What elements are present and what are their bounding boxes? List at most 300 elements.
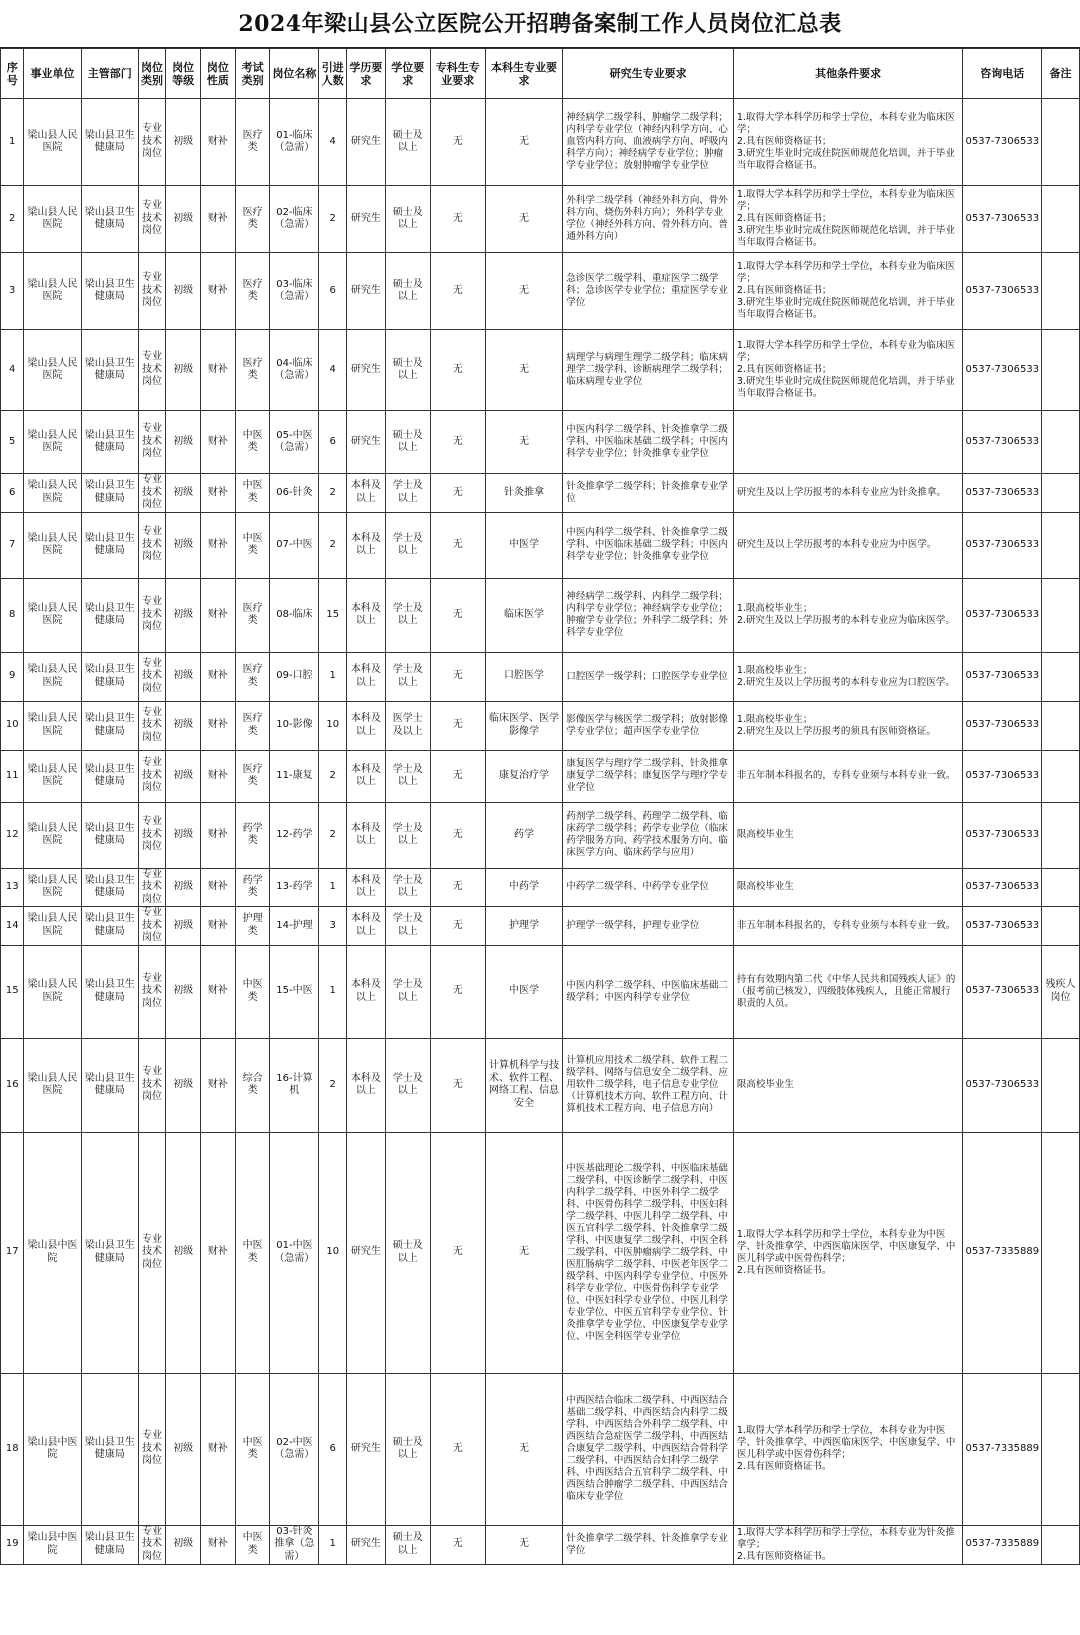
row-number: 8 bbox=[1, 578, 24, 652]
level-cell: 初级 bbox=[166, 512, 201, 578]
other-requirements-cell: 研究生及以上学历报考的本科专业应为针灸推拿。 bbox=[733, 474, 963, 513]
headcount-cell: 6 bbox=[319, 411, 347, 474]
junior-college-major-cell: 无 bbox=[430, 1132, 485, 1373]
category-cell: 专业技术岗位 bbox=[138, 1525, 166, 1564]
phone-cell: 0537-7335889 bbox=[963, 1132, 1042, 1373]
note-cell bbox=[1042, 652, 1080, 701]
phone-cell: 0537-7306533 bbox=[963, 802, 1042, 868]
headcount-cell: 1 bbox=[319, 652, 347, 701]
education-cell: 本科及以上 bbox=[346, 907, 385, 946]
unit-cell: 梁山县人民医院 bbox=[24, 945, 81, 1038]
degree-cell: 学士及以上 bbox=[385, 750, 430, 802]
phone-cell: 0537-7306533 bbox=[963, 578, 1042, 652]
row-number: 9 bbox=[1, 652, 24, 701]
department-cell: 梁山县卫生健康局 bbox=[81, 578, 138, 652]
department-cell: 梁山县卫生健康局 bbox=[81, 945, 138, 1038]
phone-cell: 0537-7335889 bbox=[963, 1525, 1042, 1564]
headcount-cell: 1 bbox=[319, 1525, 347, 1564]
education-cell: 研究生 bbox=[346, 99, 385, 186]
department-cell: 梁山县卫生健康局 bbox=[81, 99, 138, 186]
note-cell bbox=[1042, 701, 1080, 750]
bachelor-major-cell: 无 bbox=[485, 1132, 563, 1373]
note-cell bbox=[1042, 474, 1080, 513]
nature-cell: 财补 bbox=[201, 1132, 236, 1373]
graduate-major-cell: 康复医学与理疗学二级学科、针灸推拿康复学二级学科；康复医学与理疗学专业学位 bbox=[563, 750, 733, 802]
exam-type-cell: 医疗类 bbox=[235, 330, 270, 411]
phone-cell: 0537-7306533 bbox=[963, 474, 1042, 513]
education-cell: 研究生 bbox=[346, 1132, 385, 1373]
degree-cell: 硕士及以上 bbox=[385, 186, 430, 253]
nature-cell: 财补 bbox=[201, 802, 236, 868]
bachelor-major-cell: 临床医学 bbox=[485, 578, 563, 652]
phone-cell: 0537-7306533 bbox=[963, 945, 1042, 1038]
table-row bbox=[1, 802, 1080, 868]
nature-cell: 财补 bbox=[201, 99, 236, 186]
graduate-major-cell: 中医内科学二级学科、中医临床基础二级学科；中医内科学专业学位 bbox=[563, 945, 733, 1038]
junior-college-major-cell: 无 bbox=[430, 186, 485, 253]
unit-cell: 梁山县人民医院 bbox=[24, 701, 81, 750]
nature-cell: 财补 bbox=[201, 578, 236, 652]
junior-college-major-cell: 无 bbox=[430, 1525, 485, 1564]
table-row bbox=[1, 578, 1080, 652]
department-cell: 梁山县卫生健康局 bbox=[81, 652, 138, 701]
junior-college-major-cell: 无 bbox=[430, 945, 485, 1038]
other-requirements-cell bbox=[733, 411, 963, 474]
exam-type-cell: 医疗类 bbox=[235, 578, 270, 652]
table-row bbox=[1, 253, 1080, 330]
degree-cell: 学士及以上 bbox=[385, 802, 430, 868]
note-cell bbox=[1042, 99, 1080, 186]
row-number: 2 bbox=[1, 186, 24, 253]
headcount-cell: 10 bbox=[319, 701, 347, 750]
note-cell bbox=[1042, 907, 1080, 946]
category-cell: 专业技术岗位 bbox=[138, 512, 166, 578]
junior-college-major-cell: 无 bbox=[430, 99, 485, 186]
category-cell: 专业技术岗位 bbox=[138, 945, 166, 1038]
category-cell: 专业技术岗位 bbox=[138, 1373, 166, 1525]
exam-type-cell: 综合类 bbox=[235, 1038, 270, 1132]
document-title: 2024年梁山县公立医院公开招聘备案制工作人员岗位汇总表 bbox=[0, 0, 1080, 48]
category-cell: 专业技术岗位 bbox=[138, 253, 166, 330]
position-name-cell: 01-临床（急需） bbox=[270, 99, 319, 186]
department-cell: 梁山县卫生健康局 bbox=[81, 701, 138, 750]
category-cell: 专业技术岗位 bbox=[138, 1132, 166, 1373]
level-cell: 初级 bbox=[166, 1132, 201, 1373]
phone-cell: 0537-7306533 bbox=[963, 512, 1042, 578]
exam-type-cell: 药学类 bbox=[235, 802, 270, 868]
unit-cell: 梁山县中医院 bbox=[24, 1525, 81, 1564]
education-cell: 本科及以上 bbox=[346, 1038, 385, 1132]
degree-cell: 硕士及以上 bbox=[385, 1373, 430, 1525]
bachelor-major-cell: 护理学 bbox=[485, 907, 563, 946]
column-header-name: 岗位名称 bbox=[270, 49, 319, 99]
nature-cell: 财补 bbox=[201, 1525, 236, 1564]
exam-type-cell: 药学类 bbox=[235, 868, 270, 907]
exam-type-cell: 中医类 bbox=[235, 1373, 270, 1525]
table-row bbox=[1, 411, 1080, 474]
table-row bbox=[1, 99, 1080, 186]
department-cell: 梁山县卫生健康局 bbox=[81, 1132, 138, 1373]
row-number: 13 bbox=[1, 868, 24, 907]
department-cell: 梁山县卫生健康局 bbox=[81, 868, 138, 907]
graduate-major-cell: 急诊医学二级学科、重症医学二级学科；急诊医学专业学位；重症医学专业学位 bbox=[563, 253, 733, 330]
degree-cell: 硕士及以上 bbox=[385, 411, 430, 474]
degree-cell: 硕士及以上 bbox=[385, 1132, 430, 1373]
level-cell: 初级 bbox=[166, 99, 201, 186]
education-cell: 研究生 bbox=[346, 253, 385, 330]
note-cell bbox=[1042, 186, 1080, 253]
headcount-cell: 4 bbox=[319, 99, 347, 186]
unit-cell: 梁山县人民医院 bbox=[24, 330, 81, 411]
department-cell: 梁山县卫生健康局 bbox=[81, 330, 138, 411]
department-cell: 梁山县卫生健康局 bbox=[81, 1038, 138, 1132]
degree-cell: 学士及以上 bbox=[385, 512, 430, 578]
level-cell: 初级 bbox=[166, 578, 201, 652]
nature-cell: 财补 bbox=[201, 652, 236, 701]
row-number: 6 bbox=[1, 474, 24, 513]
phone-cell: 0537-7306533 bbox=[963, 186, 1042, 253]
headcount-cell: 1 bbox=[319, 945, 347, 1038]
table-header-row bbox=[1, 49, 1080, 99]
nature-cell: 财补 bbox=[201, 701, 236, 750]
junior-college-major-cell: 无 bbox=[430, 750, 485, 802]
headcount-cell: 2 bbox=[319, 750, 347, 802]
category-cell: 专业技术岗位 bbox=[138, 802, 166, 868]
headcount-cell: 2 bbox=[319, 802, 347, 868]
note-cell bbox=[1042, 330, 1080, 411]
graduate-major-cell: 药剂学二级学科、药理学二级学科、临床药学二级学科；药学专业学位（临床药学服务方向、药学技术服务方向、临床医学方向、临床药学与应用） bbox=[563, 802, 733, 868]
column-header-degree: 学位要求 bbox=[385, 49, 430, 99]
category-cell: 专业技术岗位 bbox=[138, 701, 166, 750]
phone-cell: 0537-7306533 bbox=[963, 330, 1042, 411]
exam-type-cell: 医疗类 bbox=[235, 186, 270, 253]
table-row bbox=[1, 1373, 1080, 1525]
junior-college-major-cell: 无 bbox=[430, 512, 485, 578]
exam-type-cell: 护理类 bbox=[235, 907, 270, 946]
phone-cell: 0537-7306533 bbox=[963, 99, 1042, 186]
graduate-major-cell: 口腔医学一级学科；口腔医学专业学位 bbox=[563, 652, 733, 701]
nature-cell: 财补 bbox=[201, 474, 236, 513]
education-cell: 本科及以上 bbox=[346, 578, 385, 652]
department-cell: 梁山县卫生健康局 bbox=[81, 1525, 138, 1564]
degree-cell: 学士及以上 bbox=[385, 907, 430, 946]
phone-cell: 0537-7306533 bbox=[963, 411, 1042, 474]
position-name-cell: 13-药学 bbox=[270, 868, 319, 907]
department-cell: 梁山县卫生健康局 bbox=[81, 474, 138, 513]
phone-cell: 0537-7306533 bbox=[963, 701, 1042, 750]
junior-college-major-cell: 无 bbox=[430, 578, 485, 652]
unit-cell: 梁山县人民医院 bbox=[24, 1038, 81, 1132]
nature-cell: 财补 bbox=[201, 512, 236, 578]
other-requirements-cell: 1.取得大学本科学历和学士学位，本科专业为临床医学； 2.具有医师资格证书； 3.研究生毕业时完成住院医师规范化培训，并于毕业当年取得合格证书。 bbox=[733, 186, 963, 253]
department-cell: 梁山县卫生健康局 bbox=[81, 907, 138, 946]
headcount-cell: 10 bbox=[319, 1132, 347, 1373]
degree-cell: 学士及以上 bbox=[385, 868, 430, 907]
education-cell: 研究生 bbox=[346, 411, 385, 474]
other-requirements-cell: 1.取得大学本科学历和学士学位，本科专业为临床医学； 2.具有医师资格证书； 3.研究生毕业时完成住院医师规范化培训，并于毕业当年取得合格证书。 bbox=[733, 330, 963, 411]
unit-cell: 梁山县中医院 bbox=[24, 1132, 81, 1373]
table-row bbox=[1, 1525, 1080, 1564]
other-requirements-cell: 非五年制本科报名的，专科专业须与本科专业一致。 bbox=[733, 907, 963, 946]
junior-college-major-cell: 无 bbox=[430, 868, 485, 907]
education-cell: 本科及以上 bbox=[346, 802, 385, 868]
phone-cell: 0537-7306533 bbox=[963, 652, 1042, 701]
graduate-major-cell: 中医基础理论二级学科、中医临床基础二级学科、中医诊断学二级学科、中医内科学二级学科、中医外科学二级学科、中医骨伤科学二级学科、中医妇科学二级学科、中医儿科学二级学科、中医五官科学二级学科、针灸推拿学二级学科、中医康复学二级学科、中医全科二级学科、中医肿瘤病学二级学科、中医肛肠病学二级学科、中医老年医学二级学科、中医内科学专业学位、中医外科学专业学位、中医骨伤科学专业学位、中医妇科学专业学位、中医儿科学专业学位、中医五官科学专业学位、针灸推拿学专业学位、中医康复学专业学位、中医全科医学专业学位 bbox=[563, 1132, 733, 1373]
other-requirements-cell: 限高校毕业生 bbox=[733, 1038, 963, 1132]
column-header-phone: 咨询电话 bbox=[963, 49, 1042, 99]
junior-college-major-cell: 无 bbox=[430, 253, 485, 330]
note-cell bbox=[1042, 1373, 1080, 1525]
table-row bbox=[1, 1132, 1080, 1373]
column-header-edu: 学历要求 bbox=[346, 49, 385, 99]
nature-cell: 财补 bbox=[201, 1373, 236, 1525]
bachelor-major-cell: 无 bbox=[485, 99, 563, 186]
position-name-cell: 12-药学 bbox=[270, 802, 319, 868]
position-name-cell: 05-中医（急需） bbox=[270, 411, 319, 474]
education-cell: 研究生 bbox=[346, 186, 385, 253]
degree-cell: 硕士及以上 bbox=[385, 1525, 430, 1564]
education-cell: 研究生 bbox=[346, 1373, 385, 1525]
note-cell bbox=[1042, 1038, 1080, 1132]
bachelor-major-cell: 无 bbox=[485, 1373, 563, 1525]
row-number: 1 bbox=[1, 99, 24, 186]
unit-cell: 梁山县人民医院 bbox=[24, 474, 81, 513]
graduate-major-cell: 针灸推拿学二级学科；针灸推拿专业学位 bbox=[563, 474, 733, 513]
unit-cell: 梁山县人民医院 bbox=[24, 652, 81, 701]
bachelor-major-cell: 无 bbox=[485, 1525, 563, 1564]
education-cell: 本科及以上 bbox=[346, 701, 385, 750]
bachelor-major-cell: 无 bbox=[485, 253, 563, 330]
headcount-cell: 2 bbox=[319, 474, 347, 513]
unit-cell: 梁山县人民医院 bbox=[24, 578, 81, 652]
row-number: 18 bbox=[1, 1373, 24, 1525]
category-cell: 专业技术岗位 bbox=[138, 411, 166, 474]
bachelor-major-cell: 中药学 bbox=[485, 868, 563, 907]
education-cell: 本科及以上 bbox=[346, 474, 385, 513]
department-cell: 梁山县卫生健康局 bbox=[81, 1373, 138, 1525]
category-cell: 专业技术岗位 bbox=[138, 1038, 166, 1132]
category-cell: 专业技术岗位 bbox=[138, 907, 166, 946]
bachelor-major-cell: 无 bbox=[485, 330, 563, 411]
note-cell bbox=[1042, 512, 1080, 578]
column-header-other: 其他条件要求 bbox=[733, 49, 963, 99]
row-number: 10 bbox=[1, 701, 24, 750]
department-cell: 梁山县卫生健康局 bbox=[81, 411, 138, 474]
unit-cell: 梁山县人民医院 bbox=[24, 186, 81, 253]
bachelor-major-cell: 中医学 bbox=[485, 945, 563, 1038]
graduate-major-cell: 计算机应用技术二级学科、软件工程二级学科、网络与信息安全二级学科、应用软件二级学科，电子信息专业学位（计算机技术方向、软件工程方向、计算机技术工程方向、电子信息方向） bbox=[563, 1038, 733, 1132]
level-cell: 初级 bbox=[166, 750, 201, 802]
bachelor-major-cell: 临床医学、医学影像学 bbox=[485, 701, 563, 750]
bachelor-major-cell: 药学 bbox=[485, 802, 563, 868]
table-row bbox=[1, 330, 1080, 411]
graduate-major-cell: 中西医结合临床二级学科、中西医结合基础二级学科、中西医结合内科学二级学科、中西医结合外科学二级学科、中西医结合急症医学二级学科、中西医结合康复学二级学科、中西医结合骨科学二级学科、中西医结合妇科学二级学科、中西医结合五官科学二级学科、中西医结合肿瘤学二级学科、中西医结合临床专业学位 bbox=[563, 1373, 733, 1525]
department-cell: 梁山县卫生健康局 bbox=[81, 750, 138, 802]
level-cell: 初级 bbox=[166, 907, 201, 946]
column-header-bachelor: 本科生专业要求 bbox=[485, 49, 563, 99]
phone-cell: 0537-7306533 bbox=[963, 907, 1042, 946]
category-cell: 专业技术岗位 bbox=[138, 330, 166, 411]
exam-type-cell: 医疗类 bbox=[235, 701, 270, 750]
column-header-dept: 主管部门 bbox=[81, 49, 138, 99]
junior-college-major-cell: 无 bbox=[430, 1038, 485, 1132]
row-number: 14 bbox=[1, 907, 24, 946]
position-name-cell: 14-护理 bbox=[270, 907, 319, 946]
category-cell: 专业技术岗位 bbox=[138, 186, 166, 253]
nature-cell: 财补 bbox=[201, 253, 236, 330]
row-number: 7 bbox=[1, 512, 24, 578]
bachelor-major-cell: 针灸推拿 bbox=[485, 474, 563, 513]
degree-cell: 医学士及以上 bbox=[385, 701, 430, 750]
row-number: 11 bbox=[1, 750, 24, 802]
table-row bbox=[1, 701, 1080, 750]
column-header-cat: 岗位类别 bbox=[138, 49, 166, 99]
unit-cell: 梁山县人民医院 bbox=[24, 512, 81, 578]
table-row bbox=[1, 652, 1080, 701]
other-requirements-cell: 1.限高校毕业生； 2.研究生及以上学历报考的本科专业应为临床医学。 bbox=[733, 578, 963, 652]
row-number: 3 bbox=[1, 253, 24, 330]
level-cell: 初级 bbox=[166, 945, 201, 1038]
education-cell: 本科及以上 bbox=[346, 750, 385, 802]
nature-cell: 财补 bbox=[201, 907, 236, 946]
department-cell: 梁山县卫生健康局 bbox=[81, 186, 138, 253]
note-cell bbox=[1042, 578, 1080, 652]
row-number: 4 bbox=[1, 330, 24, 411]
note-cell bbox=[1042, 750, 1080, 802]
graduate-major-cell: 外科学二级学科（神经外科方向、骨外科方向、烧伤外科方向）；外科学专业学位（神经外科方向、骨外科方向、普通外科方向） bbox=[563, 186, 733, 253]
exam-type-cell: 中医类 bbox=[235, 945, 270, 1038]
graduate-major-cell: 影像医学与核医学二级学科；放射影像学专业学位；超声医学专业学位 bbox=[563, 701, 733, 750]
row-number: 15 bbox=[1, 945, 24, 1038]
note-cell bbox=[1042, 411, 1080, 474]
position-name-cell: 07-中医 bbox=[270, 512, 319, 578]
category-cell: 专业技术岗位 bbox=[138, 578, 166, 652]
level-cell: 初级 bbox=[166, 868, 201, 907]
category-cell: 专业技术岗位 bbox=[138, 474, 166, 513]
exam-type-cell: 中医类 bbox=[235, 512, 270, 578]
column-header-junior: 专科生专业要求 bbox=[430, 49, 485, 99]
level-cell: 初级 bbox=[166, 474, 201, 513]
note-cell bbox=[1042, 253, 1080, 330]
table-row bbox=[1, 907, 1080, 946]
other-requirements-cell: 限高校毕业生 bbox=[733, 868, 963, 907]
junior-college-major-cell: 无 bbox=[430, 701, 485, 750]
unit-cell: 梁山县人民医院 bbox=[24, 99, 81, 186]
position-name-cell: 03-临床（急需） bbox=[270, 253, 319, 330]
other-requirements-cell: 1.限高校毕业生； 2.研究生及以上学历报考的须具有医师资格证。 bbox=[733, 701, 963, 750]
position-name-cell: 03-针灸推拿（急需） bbox=[270, 1525, 319, 1564]
degree-cell: 硕士及以上 bbox=[385, 253, 430, 330]
other-requirements-cell: 1.限高校毕业生； 2.研究生及以上学历报考的本科专业应为口腔医学。 bbox=[733, 652, 963, 701]
level-cell: 初级 bbox=[166, 253, 201, 330]
junior-college-major-cell: 无 bbox=[430, 1373, 485, 1525]
bachelor-major-cell: 康复治疗学 bbox=[485, 750, 563, 802]
headcount-cell: 2 bbox=[319, 1038, 347, 1132]
bachelor-major-cell: 无 bbox=[485, 186, 563, 253]
headcount-cell: 6 bbox=[319, 1373, 347, 1525]
department-cell: 梁山县卫生健康局 bbox=[81, 512, 138, 578]
headcount-cell: 2 bbox=[319, 512, 347, 578]
unit-cell: 梁山县人民医院 bbox=[24, 802, 81, 868]
graduate-major-cell: 病理学与病理生理学二级学科；临床病理学二级学科、诊断病理学二级学科；临床病理专业学位 bbox=[563, 330, 733, 411]
unit-cell: 梁山县人民医院 bbox=[24, 750, 81, 802]
bachelor-major-cell: 口腔医学 bbox=[485, 652, 563, 701]
position-name-cell: 09-口腔 bbox=[270, 652, 319, 701]
row-number: 16 bbox=[1, 1038, 24, 1132]
nature-cell: 财补 bbox=[201, 868, 236, 907]
graduate-major-cell: 神经病学二级学科、肿瘤学二级学科；内科学专业学位（神经内科学方向、心血管内科方向、血液病学方向、呼吸内科学方向）；神经病学专业学位；肿瘤学专业学位；放射肿瘤学专业学位 bbox=[563, 99, 733, 186]
degree-cell: 硕士及以上 bbox=[385, 330, 430, 411]
other-requirements-cell: 非五年制本科报名的，专科专业须与本科专业一致。 bbox=[733, 750, 963, 802]
level-cell: 初级 bbox=[166, 1373, 201, 1525]
column-header-exam: 考试类别 bbox=[235, 49, 270, 99]
category-cell: 专业技术岗位 bbox=[138, 99, 166, 186]
exam-type-cell: 中医类 bbox=[235, 1525, 270, 1564]
phone-cell: 0537-7306533 bbox=[963, 253, 1042, 330]
graduate-major-cell: 中医内科学二级学科、针灸推拿学二级学科、中医临床基础二级学科；中医内科学专业学位；针灸推拿专业学位 bbox=[563, 512, 733, 578]
level-cell: 初级 bbox=[166, 330, 201, 411]
headcount-cell: 1 bbox=[319, 868, 347, 907]
note-cell bbox=[1042, 802, 1080, 868]
note-cell bbox=[1042, 1525, 1080, 1564]
unit-cell: 梁山县人民医院 bbox=[24, 411, 81, 474]
table-row bbox=[1, 868, 1080, 907]
column-header-count: 引进人数 bbox=[319, 49, 347, 99]
department-cell: 梁山县卫生健康局 bbox=[81, 253, 138, 330]
row-number: 17 bbox=[1, 1132, 24, 1373]
table-row bbox=[1, 186, 1080, 253]
headcount-cell: 3 bbox=[319, 907, 347, 946]
other-requirements-cell: 研究生及以上学历报考的本科专业应为中医学。 bbox=[733, 512, 963, 578]
junior-college-major-cell: 无 bbox=[430, 907, 485, 946]
position-name-cell: 01-中医（急需） bbox=[270, 1132, 319, 1373]
junior-college-major-cell: 无 bbox=[430, 474, 485, 513]
column-header-no: 序号 bbox=[1, 49, 24, 99]
graduate-major-cell: 神经病学二级学科、内科学二级学科；内科学专业学位；神经病学专业学位；肿瘤学专业学位；外科学二级学科；外科学专业学位 bbox=[563, 578, 733, 652]
level-cell: 初级 bbox=[166, 802, 201, 868]
position-name-cell: 11-康复 bbox=[270, 750, 319, 802]
level-cell: 初级 bbox=[166, 1525, 201, 1564]
exam-type-cell: 医疗类 bbox=[235, 750, 270, 802]
junior-college-major-cell: 无 bbox=[430, 652, 485, 701]
degree-cell: 学士及以上 bbox=[385, 652, 430, 701]
graduate-major-cell: 中医内科学二级学科、针灸推拿学二级学科、中医临床基础二级学科；中医内科学专业学位；针灸推拿专业学位 bbox=[563, 411, 733, 474]
unit-cell: 梁山县人民医院 bbox=[24, 253, 81, 330]
bachelor-major-cell: 无 bbox=[485, 411, 563, 474]
unit-cell: 梁山县中医院 bbox=[24, 1373, 81, 1525]
education-cell: 本科及以上 bbox=[346, 512, 385, 578]
position-name-cell: 15-中医 bbox=[270, 945, 319, 1038]
phone-cell: 0537-7306533 bbox=[963, 1038, 1042, 1132]
exam-type-cell: 中医类 bbox=[235, 1132, 270, 1373]
phone-cell: 0537-7306533 bbox=[963, 868, 1042, 907]
position-name-cell: 08-临床 bbox=[270, 578, 319, 652]
row-number: 12 bbox=[1, 802, 24, 868]
position-name-cell: 16-计算机 bbox=[270, 1038, 319, 1132]
other-requirements-cell: 1.取得大学本科学历和学士学位，本科专业为中医学、针灸推拿学、中西医临床医学、中医康复学、中医儿科学或中医骨伤科学； 2.具有医师资格证书。 bbox=[733, 1132, 963, 1373]
table-row bbox=[1, 474, 1080, 513]
phone-cell: 0537-7335889 bbox=[963, 1373, 1042, 1525]
exam-type-cell: 中医类 bbox=[235, 474, 270, 513]
exam-type-cell: 医疗类 bbox=[235, 99, 270, 186]
position-name-cell: 02-临床（急需） bbox=[270, 186, 319, 253]
nature-cell: 财补 bbox=[201, 750, 236, 802]
graduate-major-cell: 护理学一级学科，护理专业学位 bbox=[563, 907, 733, 946]
other-requirements-cell: 持有有效期内第二代《中华人民共和国残疾人证》的（报考前已核发），四级肢体残疾人，且能正常履行职责的人员。 bbox=[733, 945, 963, 1038]
other-requirements-cell: 1.取得大学本科学历和学士学位，本科专业为中医学、针灸推拿学、中西医临床医学、中医康复学、中医儿科学或中医骨伤科学； 2.具有医师资格证书。 bbox=[733, 1373, 963, 1525]
column-header-grad: 研究生专业要求 bbox=[563, 49, 733, 99]
category-cell: 专业技术岗位 bbox=[138, 750, 166, 802]
